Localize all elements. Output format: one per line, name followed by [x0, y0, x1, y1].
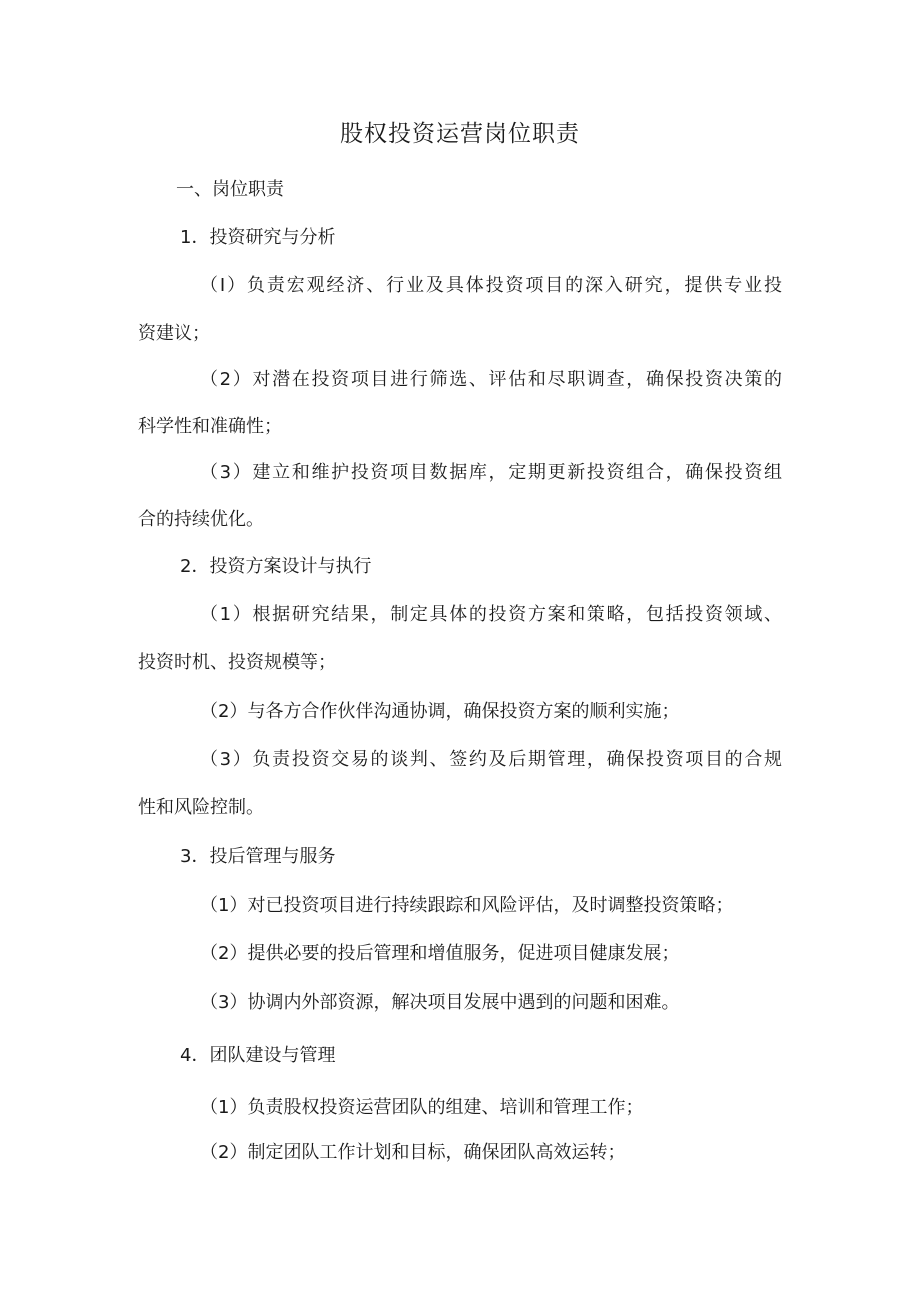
paragraph-line: （2）与各方合作伙伴沟通协调，确保投资方案的顺利实施；: [200, 701, 680, 722]
paragraph-line: （1）对已投资项目进行持续跟踪和风险评估，及时调整投资策略；: [200, 895, 734, 916]
paragraph-line: （1）负责股权投资运营团队的组建、培训和管理工作；: [200, 1097, 644, 1118]
paragraph-line: （3）负责投资交易的谈判、签约及后期管理，确保投资项目的合规: [200, 749, 782, 770]
section-heading: 一、岗位职责: [176, 179, 284, 200]
subsection-heading: 1．投资研究与分析: [180, 227, 336, 248]
paragraph-line: （3）协调内外部资源，解决项目发展中遇到的问题和困难。: [200, 992, 680, 1013]
paragraph-line: 合的持续优化。: [138, 509, 264, 530]
paragraph-line: 科学性和准确性；: [138, 416, 282, 437]
subsection-heading: 3．投后管理与服务: [180, 846, 336, 867]
paragraph-line: 资建议；: [138, 323, 210, 344]
paragraph-line: 投资时机、投资规模等；: [138, 652, 336, 673]
paragraph-line: （2）制定团队工作计划和目标，确保团队高效运转；: [200, 1142, 626, 1163]
paragraph-line: （1）根据研究结果，制定具体的投资方案和策略，包括投资领域、: [200, 604, 782, 625]
paragraph-line: （2）提供必要的投后管理和增值服务，促进项目健康发展；: [200, 943, 680, 964]
paragraph-line: （I）负责宏观经济、行业及具体投资项目的深入研究，提供专业投: [200, 275, 782, 296]
paragraph-line: （2）对潜在投资项目进行筛选、评估和尽职调查，确保投资决策的: [200, 369, 782, 390]
paragraph-line: 性和风险控制。: [138, 797, 264, 818]
paragraph-line: （3）建立和维护投资项目数据库，定期更新投资组合，确保投资组: [200, 462, 782, 483]
subsection-heading: 4．团队建设与管理: [180, 1045, 336, 1066]
subsection-heading: 2．投资方案设计与执行: [180, 556, 372, 577]
document-title: 股权投资运营岗位职责: [340, 121, 580, 147]
